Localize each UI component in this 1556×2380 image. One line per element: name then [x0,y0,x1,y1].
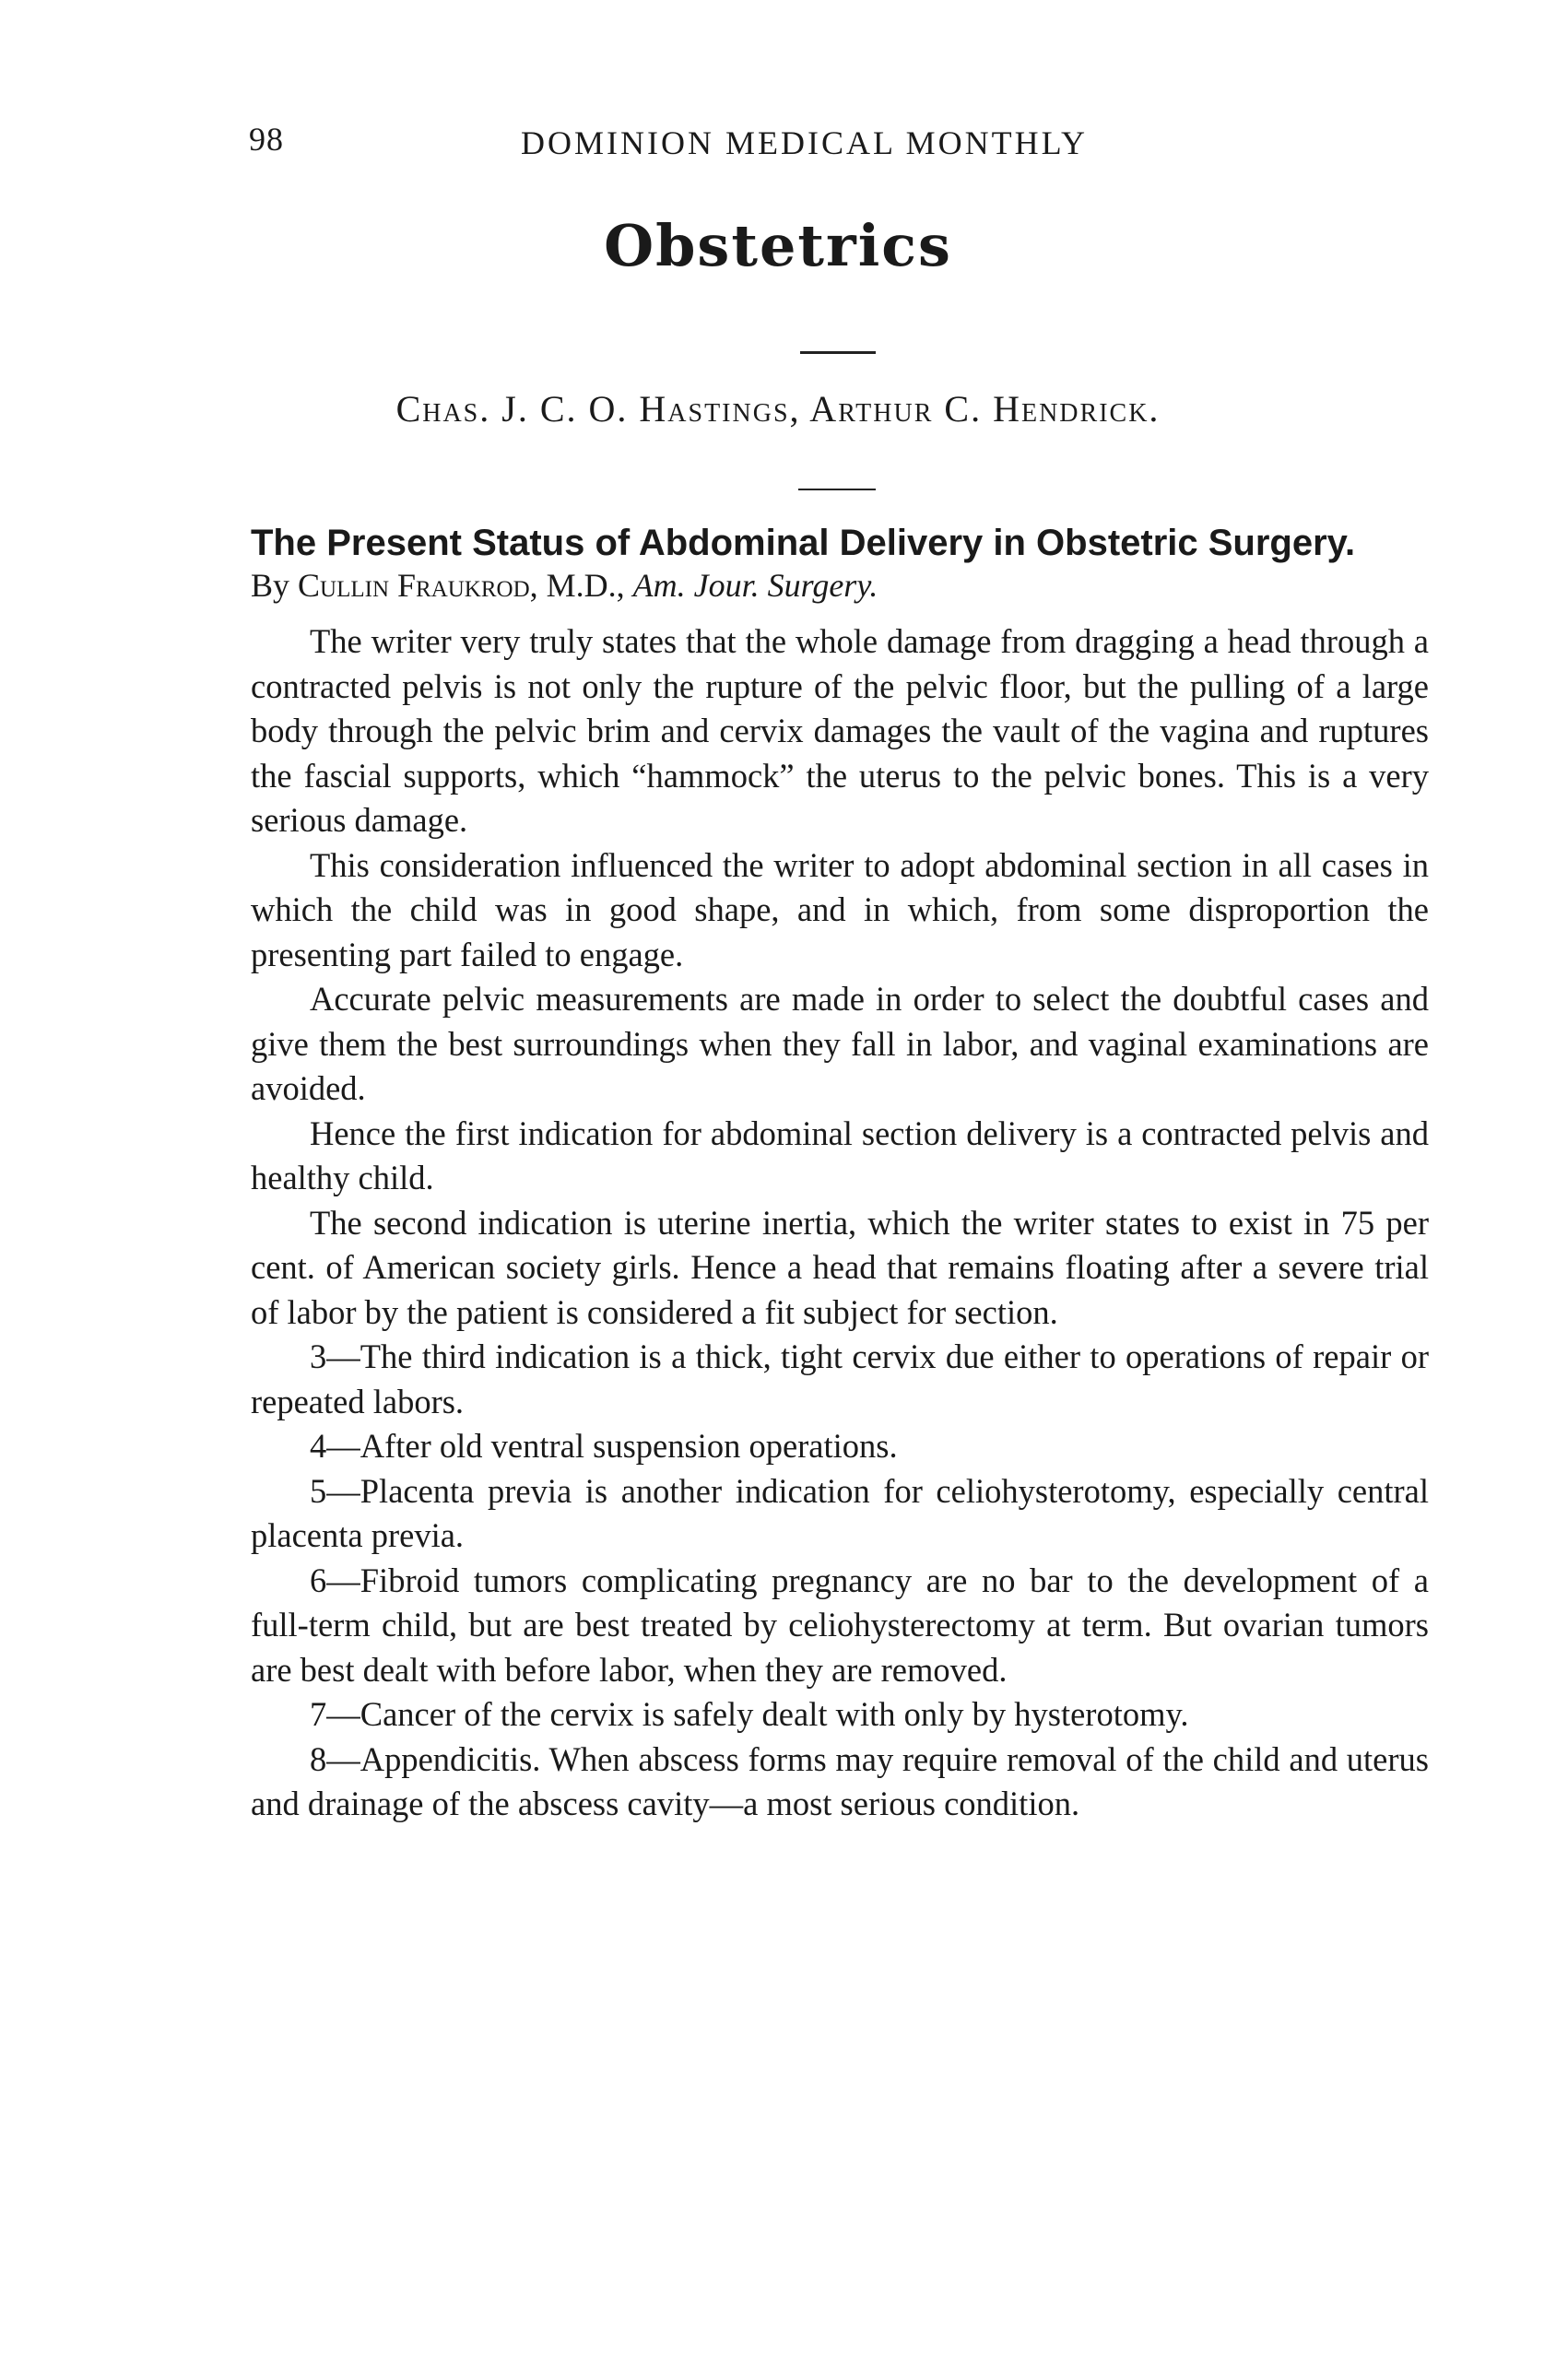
page-header [249,120,1180,175]
divider-rule [800,351,876,354]
body-paragraph: 7—Cancer of the cervix is safely dealt with only by hysterotomy. [310,1695,1189,1733]
body-paragraph: Hence the first indication for abdominal section delivery is a contracted pelvis and healthy child. [251,1113,1429,1196]
divider-rule [798,489,876,490]
byline-prefix: By [251,567,290,604]
body-paragraph: 4—After old ventral suspension operations. [310,1427,898,1465]
section-editors: Chas. J. C. O. Hastings, Arthur C. Hendrick. [395,388,1161,430]
body-paragraph: 3—The third indication is a thick, tight cervix due either to operations of repair or repeated labors. [251,1337,1429,1420]
byline-author: Cullin Fraukrod, [298,567,538,604]
byline-degree: M.D., [546,567,625,604]
body-paragraph: The second indication is uterine inertia, which the writer states to exist in 75 per cent. of American society girls. Hence a head that remains floating after a severe trial of labor by the patient is considered a fit subject for section. [251,1203,1429,1331]
body-paragraph: 8—Appendicitis. When abscess forms may require removal of the child and uterus and drainage of the abscess cavity—a most serious condition. [251,1739,1429,1822]
article-body [251,619,1429,1827]
article-byline [251,566,878,605]
section-title: Obstetrics [604,212,952,279]
body-paragraph: This consideration influenced the writer to adopt abdominal section in all cases in which the child was in good shape, and in which, from some disproportion the presenting part failed to engage. [251,845,1429,973]
page-number: 98 [249,121,284,158]
journal-title: DOMINION MEDICAL MONTHLY [521,124,1089,161]
body-paragraph: 5—Placenta previa is another indication for celiohysterotomy, especially central placenta previa. [251,1471,1429,1554]
byline-source: Am. Jour. Surgery. [632,567,878,604]
body-paragraph: The writer very truly states that the whole damage from dragging a head through a contracted pelvis is not only the rupture of the pelvic floor, but the pulling of a large body through the pelvic brim and cervix damages the vault of the vagina and ruptures the fascial supports, which “hammock” the uterus to the pelvic bones. This is a very serious damage. [251,622,1429,839]
body-paragraph: Accurate pelvic measurements are made in order to select the doubtful cases and give them the best surroundings when they fall in labor, and vaginal examinations are avoided. [251,980,1429,1107]
body-paragraph: 6—Fibroid tumors complicating pregnancy are no bar to the development of a full-term child, but are best treated by celiohysterectomy at term. But ovarian tumors are best dealt with before labor, when they are removed. [251,1561,1429,1689]
article-title: The Present Status of Abdominal Delivery in Obstetric Surgery. [251,523,1356,563]
